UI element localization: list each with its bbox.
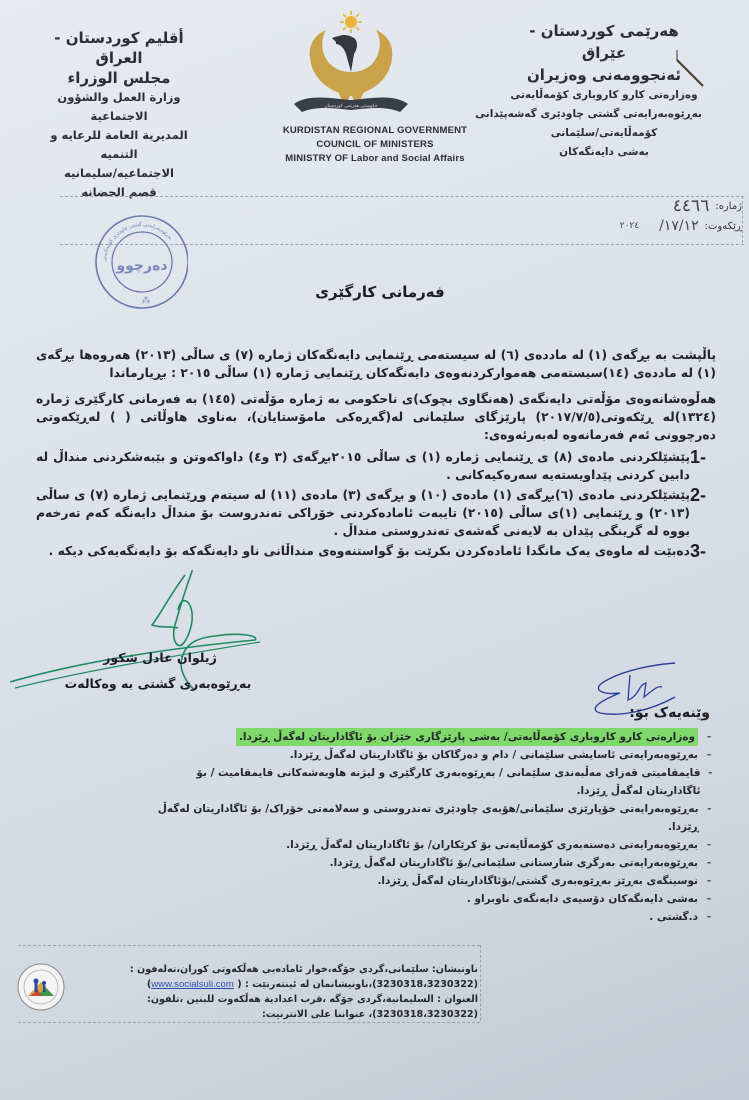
krg-eagle-emblem-icon bbox=[288, 8, 414, 120]
signatory-name: ژیلوان عادل شکور bbox=[103, 650, 217, 665]
decision-item-number: 2- bbox=[690, 485, 707, 505]
cc-list-item-text: وەزارەتی کارو کاروباری کۆمەڵایەتی/ بەشی پارێزگاری خێزان بۆ ئاگاداریتان لەگەڵ ڕێزدا. bbox=[236, 728, 698, 746]
stamp-center-text: دەرچوو bbox=[116, 258, 168, 274]
svg-text:⁂: ⁂ bbox=[141, 296, 151, 306]
cc-list-item: - نوسینگەی بەڕێز بەڕێوەبەری گشتی/بۆئاگاداریتان لەگەڵ ڕێزدا. bbox=[140, 872, 720, 890]
svg-text:بەڕێوەبەرایەتی گشتی چاودێری کۆ: بەڕێوەبەرایەتی گشتی چاودێری کۆمەڵایەتی bbox=[101, 221, 174, 263]
header-english-line: MINISTRY OF Labor and Social Affairs bbox=[285, 153, 465, 164]
pen-mark-icon bbox=[675, 48, 705, 88]
website-link[interactable]: www.socialsuli.com bbox=[151, 979, 234, 990]
body-paragraph-1: پاڵپشت بە بڕگەی (١) لە ماددەی (٦) لە سیستەمی ڕێنمایی دایەنگەکان ژمارە (٧) ی ساڵی (٢٠١٣) هەروەها بڕگەی (١) لە ماددەی (١٤)سیستەمی هەموارکردنەوەی دایەنگەکان ڕێنمایی ژمارە (١) ساڵی ٢٠١٥ : بڕیارماندا bbox=[36, 348, 716, 380]
footer-kurdish-address: ناونیشان: سلێمانی،گردی جۆگە،خوار ئامادەیی هەڵکەوتی کوران،تەلەفون : (3230318،3230322)،ناونیشانمان لە ئینتەرنێت : ( www.socialsuli.com) bbox=[129, 964, 478, 990]
decision-item-number: 1- bbox=[690, 447, 707, 467]
decision-item-text: پێشێلکردنی مادەی (٨) ی ڕێنمایی ژمارە (١) ی ساڵی ٢٠١٥بڕگەی (٣ و٤) داواکەوتن و بێبەشکردنی منداڵ لە دابین کردنی پێداویستەیە سەرەکیەکانی . bbox=[36, 450, 691, 482]
cc-list-item: - بەڕێوەبەرایەتی دەستەبەری کۆمەڵایەتی بۆ کرێکاران/ بۆ ئاگاداریتان لەگەڵ ڕێزدا. bbox=[140, 836, 720, 854]
cc-list-item-text: بەشی دایەنگەکان دۆسیەی دایەنگەی ناوبراو . bbox=[466, 893, 698, 905]
reference-date-year: ٢٠٢٤ bbox=[619, 221, 640, 231]
decision-item bbox=[36, 486, 716, 540]
decision-item-text: پێشێلکردنی مادەی (٦)بڕگەی (١) مادەی (١٠) و بڕگەی (٣) مادەی (١١) لە سیتەم وڕێنمایی ژمارە (٧) ی ساڵی (٢٠١٣) و ڕێنمایی (١)ی ساڵی (٢٠١٥) تایبەت ئامادەکردنی خۆراکی تەندروست بۆ منداڵ دایەنگە کەم تەرخەم بووە لە گرینگی پێدان بە لایەنی گەشەی تەندروستی منداڵ . bbox=[36, 488, 690, 538]
header-arabic-line: مجلس الوزراء bbox=[67, 69, 171, 87]
cc-list-item: - بەڕێوەبەرایەتی خۆپارێزی سلێمانی/هۆبەی چاودێری تەندروستی و سەلامەتی خۆراک/ بۆ ئاگاداریتان لەگەڵ ڕێزدا. bbox=[140, 800, 720, 836]
header-english-line: COUNCIL OF MINISTERS bbox=[316, 139, 434, 150]
header-kurdish bbox=[475, 20, 702, 162]
header-kurdish-line: هەرێمی کوردستان - عێراق bbox=[529, 22, 679, 62]
header-kurdish-line: کۆمەڵایەتی/سلێمانی bbox=[550, 127, 658, 139]
cc-list bbox=[140, 728, 720, 926]
decision-item bbox=[36, 448, 716, 484]
body-paragraph-2: هەڵوەشانەوەی مۆڵەتی دایەنگەی (هەنگاوی بچوک)ی ناحکومی بە ژمارە مۆڵەتی (١٤٥) بە فەرمانی کارگێری ژمارە (١٣٢٤)لە ڕێکەوتی(٢٠١٧/٧/٥) پارێزگای سلێمانی لە(گەڕەکی مامۆستایان)، بەناوی هاوڵاتی ( ) لەڕێکەوتی دەرچوونی ئەم فەرمانەوە لەبەرئەوەی: bbox=[36, 392, 716, 442]
cc-list-item: - وەزارەتی کارو کاروباری کۆمەڵایەتی/ بەشی پارێزگاری خێزان بۆ ئاگاداریتان لەگەڵ ڕێزدا. bbox=[140, 728, 720, 746]
decision-item bbox=[36, 542, 716, 560]
page-title: فەرمانی کارگێری bbox=[315, 283, 445, 301]
reference-date-value: ١٧/١٢/ bbox=[659, 218, 699, 234]
header-english bbox=[250, 124, 500, 166]
header-kurdish-line: وەزارەتی کارو کاروباری کۆمەڵایەتی bbox=[510, 89, 698, 101]
childcare-department-logo-icon bbox=[16, 962, 66, 1012]
header-arabic-line: أقليم كوردستان - العراق bbox=[54, 29, 184, 67]
cc-list-item: - قایمقامیتی قەزای مەڵبەندی سلێمانی / بەڕێوەبەری کارگێری و لیژنە هاوبەشەکانی قایمقامیت / بۆ ئاگاداریتان لەگەڵ ڕێزدا. bbox=[140, 764, 720, 800]
cc-title: وێنەیەک بۆ: bbox=[629, 705, 710, 721]
header-arabic-line: المديرية العامة للرعايه و التنميه bbox=[50, 128, 188, 161]
cc-list-item: - بەشی دایەنگەکان دۆسیەی دایەنگەی ناوبراو . bbox=[140, 890, 720, 908]
decision-item-text: دەبێت لە ماوەی یەک مانگدا ئامادەکردن بکرێت بۆ گواستنەوەی منداڵانی ناو دایەنگەکە بۆ دایەنگەیەکی دیکە . bbox=[48, 544, 690, 558]
cc-list-item-text: بەڕێوەبەرایەتی ئاسایشی سلێمانی / دام و دەزگاکان بۆ ئاگاداریتان لەگەڵ ڕێزدا. bbox=[289, 749, 698, 761]
header-kurdish-line: ئەنجوومەنی وەزیران bbox=[526, 66, 682, 84]
header-english-line: KURDISTAN REGIONAL GOVERNMENT bbox=[282, 125, 468, 136]
cc-list-item-text: قایمقامیتی قەزای مەڵبەندی سلێمانی / بەڕێوەبەری کارگێری و لیژنە هاوبەشەکانی قایمقامیت / بۆ ئاگاداریتان لەگەڵ ڕێزدا. bbox=[196, 767, 701, 797]
decision-items bbox=[36, 448, 716, 560]
green-ink-signature-icon bbox=[10, 570, 260, 690]
reference-number-label: ژمارە: bbox=[715, 200, 742, 212]
reference-date-row bbox=[577, 216, 742, 236]
official-round-stamp-icon bbox=[90, 198, 188, 338]
reference-date-label: ڕێکەوت: bbox=[704, 220, 742, 232]
cc-list-item-text: بەڕێوەبەرایەتی بەرگری شارستانی سلێمانی/بۆ ئاگاداریتان لەگەڵ ڕێزدا. bbox=[329, 857, 698, 869]
decision-item-number: 3- bbox=[690, 541, 707, 561]
header-arabic bbox=[34, 28, 204, 202]
cc-list-item: - د.گشتی . bbox=[140, 908, 720, 926]
cc-list-item: - بەڕێوەبەرایەتی بەرگری شارستانی سلێمانی/بۆ ئاگاداریتان لەگەڵ ڕێزدا. bbox=[140, 854, 720, 872]
signatory-title: بەڕێوەبەری گشتی بە وەکالەت bbox=[64, 676, 252, 691]
reference-box bbox=[577, 196, 743, 243]
reference-number-value: ٤٤٦٦ bbox=[672, 196, 710, 216]
reference-number-row bbox=[577, 196, 742, 216]
cc-list-item: - بەڕێوەبەرایەتی ئاسایشی سلێمانی / دام و دەزگاکان بۆ ئاگاداریتان لەگەڵ ڕێزدا. bbox=[140, 746, 720, 764]
header-kurdish-line: بەڕێوەبەرایەتی گشتی چاودێری گەشەپێدانی bbox=[475, 108, 702, 120]
cc-list-item-text: نوسینگەی بەڕێز بەڕێوەبەری گشتی/بۆئاگاداریتان لەگەڵ ڕێزدا. bbox=[377, 875, 698, 887]
cc-list-item-text: بەڕێوەبەرایەتی دەستەبەری کۆمەڵایەتی بۆ کرێکاران/ بۆ ئاگاداریتان لەگەڵ ڕێزدا. bbox=[286, 839, 698, 851]
header-arabic-line: وزارة العمل والشؤون الاجتماعية bbox=[57, 90, 181, 123]
footer-address bbox=[70, 962, 478, 1022]
footer-arabic-address: العنوان : السليمانية،گردی جۆگە ،قرب اعدادية هەڵكەوت للبنين ،تلفون: (3230318،3230322)، عنواننا على الانترنيت: bbox=[147, 994, 478, 1020]
header-arabic-line: الاجتماعيه/سليمانيه bbox=[64, 166, 174, 180]
cc-list-item-text: بەڕێوەبەرایەتی خۆپارێزی سلێمانی/هۆبەی چاودێری تەندروستی و سەلامەتی خۆراک/ بۆ ئاگاداریتان لەگەڵ ڕێزدا. bbox=[157, 803, 699, 833]
svg-text:حکومەتی هەرێمی کوردستان: حکومەتی هەرێمی کوردستان bbox=[324, 104, 378, 109]
header-arabic-line: قصم الحضانه bbox=[81, 185, 157, 199]
header-kurdish-line: بەشی دایەنگەکان bbox=[559, 146, 649, 158]
cc-list-item-text: د.گشتی . bbox=[649, 911, 698, 923]
